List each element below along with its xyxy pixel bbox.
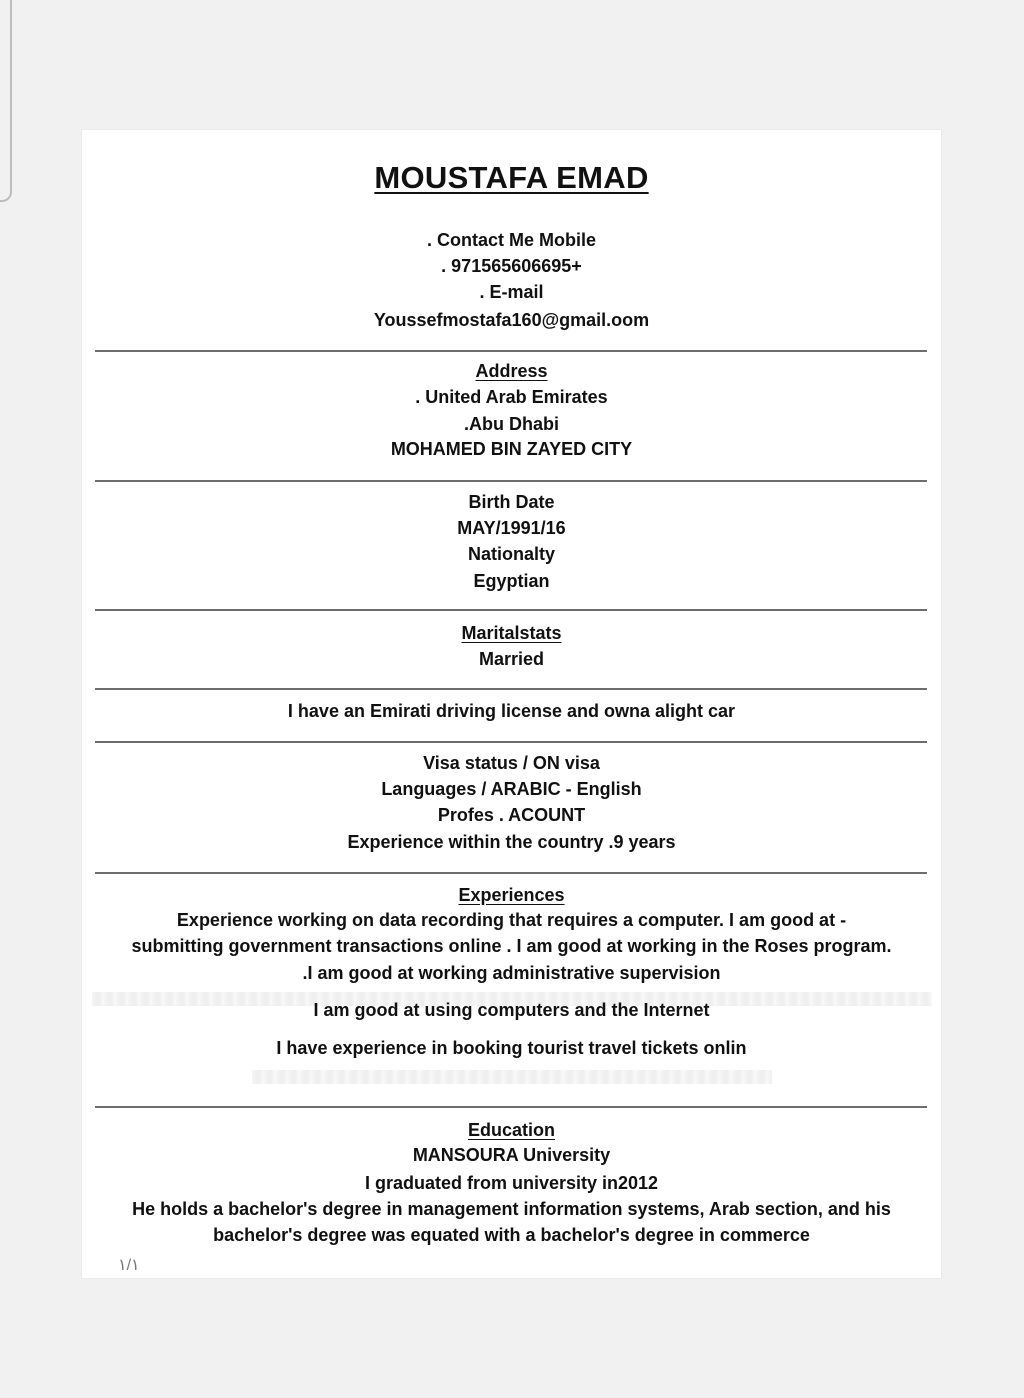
window-edge-decoration	[0, 0, 12, 202]
resume-page	[82, 130, 941, 1278]
education-graduated: I graduated from university in2012	[364, 1173, 659, 1193]
contact-label: . Contact Me Mobile	[426, 230, 596, 250]
experience-line-2: submitting government transactions online . I am good at working in the Roses program.	[131, 936, 892, 956]
page-number: ١/١	[118, 1257, 140, 1274]
nationality-label: Nationalty	[467, 544, 555, 564]
experience-line-4: I am good at using computers and the Internet	[313, 1000, 710, 1020]
address-district: MOHAMED BIN ZAYED CITY	[390, 439, 633, 459]
marital-heading: Maritalstats	[461, 623, 562, 643]
contact-mobile: . 971565606695+	[441, 256, 582, 276]
section-divider	[95, 688, 927, 690]
contact-email-label: . E-mail	[479, 282, 544, 302]
birth-date-value: MAY/1991/16	[457, 518, 566, 538]
section-divider	[95, 872, 927, 874]
section-divider	[95, 350, 927, 352]
section-divider	[95, 741, 927, 743]
experience-line-3: .I am good at working administrative supervision	[302, 963, 721, 983]
languages: Languages / ARABIC - English	[381, 779, 642, 799]
address-heading: Address	[475, 361, 548, 381]
education-university: MANSOURA University	[412, 1145, 611, 1165]
address-country: . United Arab Emirates	[415, 387, 608, 407]
driving-license-statement: I have an Emirati driving license and owna alight car	[287, 701, 736, 721]
experience-within-country: Experience within the country .9 years	[347, 832, 676, 852]
experience-line-1: Experience working on data recording that requires a computer. I am good at -	[176, 910, 847, 930]
experiences-heading: Experiences	[458, 885, 565, 905]
visa-status: Visa status / ON visa	[423, 753, 600, 773]
contact-email: Youssefmostafa160@gmail.oom	[373, 310, 650, 330]
birth-date-label: Birth Date	[468, 492, 555, 512]
section-divider	[95, 480, 927, 482]
resume-name: MOUSTAFA EMAD	[374, 160, 649, 195]
education-heading: Education	[467, 1120, 555, 1140]
address-city: .Abu Dhabi	[464, 414, 559, 434]
marital-value: Married	[478, 649, 545, 669]
section-divider	[95, 609, 927, 611]
section-divider	[95, 1106, 927, 1108]
education-degree-line-2: bachelor's degree was equated with a bachelor's degree in commerce	[213, 1225, 810, 1245]
profession: Profes . ACOUNT	[437, 805, 586, 825]
education-degree-line-1: He holds a bachelor's degree in management information systems, Arab section, and his	[132, 1199, 891, 1219]
scan-artifact	[252, 1070, 772, 1084]
nationality-value: Egyptian	[473, 571, 550, 591]
experience-line-5: I have experience in booking tourist travel tickets onlin	[276, 1038, 747, 1058]
